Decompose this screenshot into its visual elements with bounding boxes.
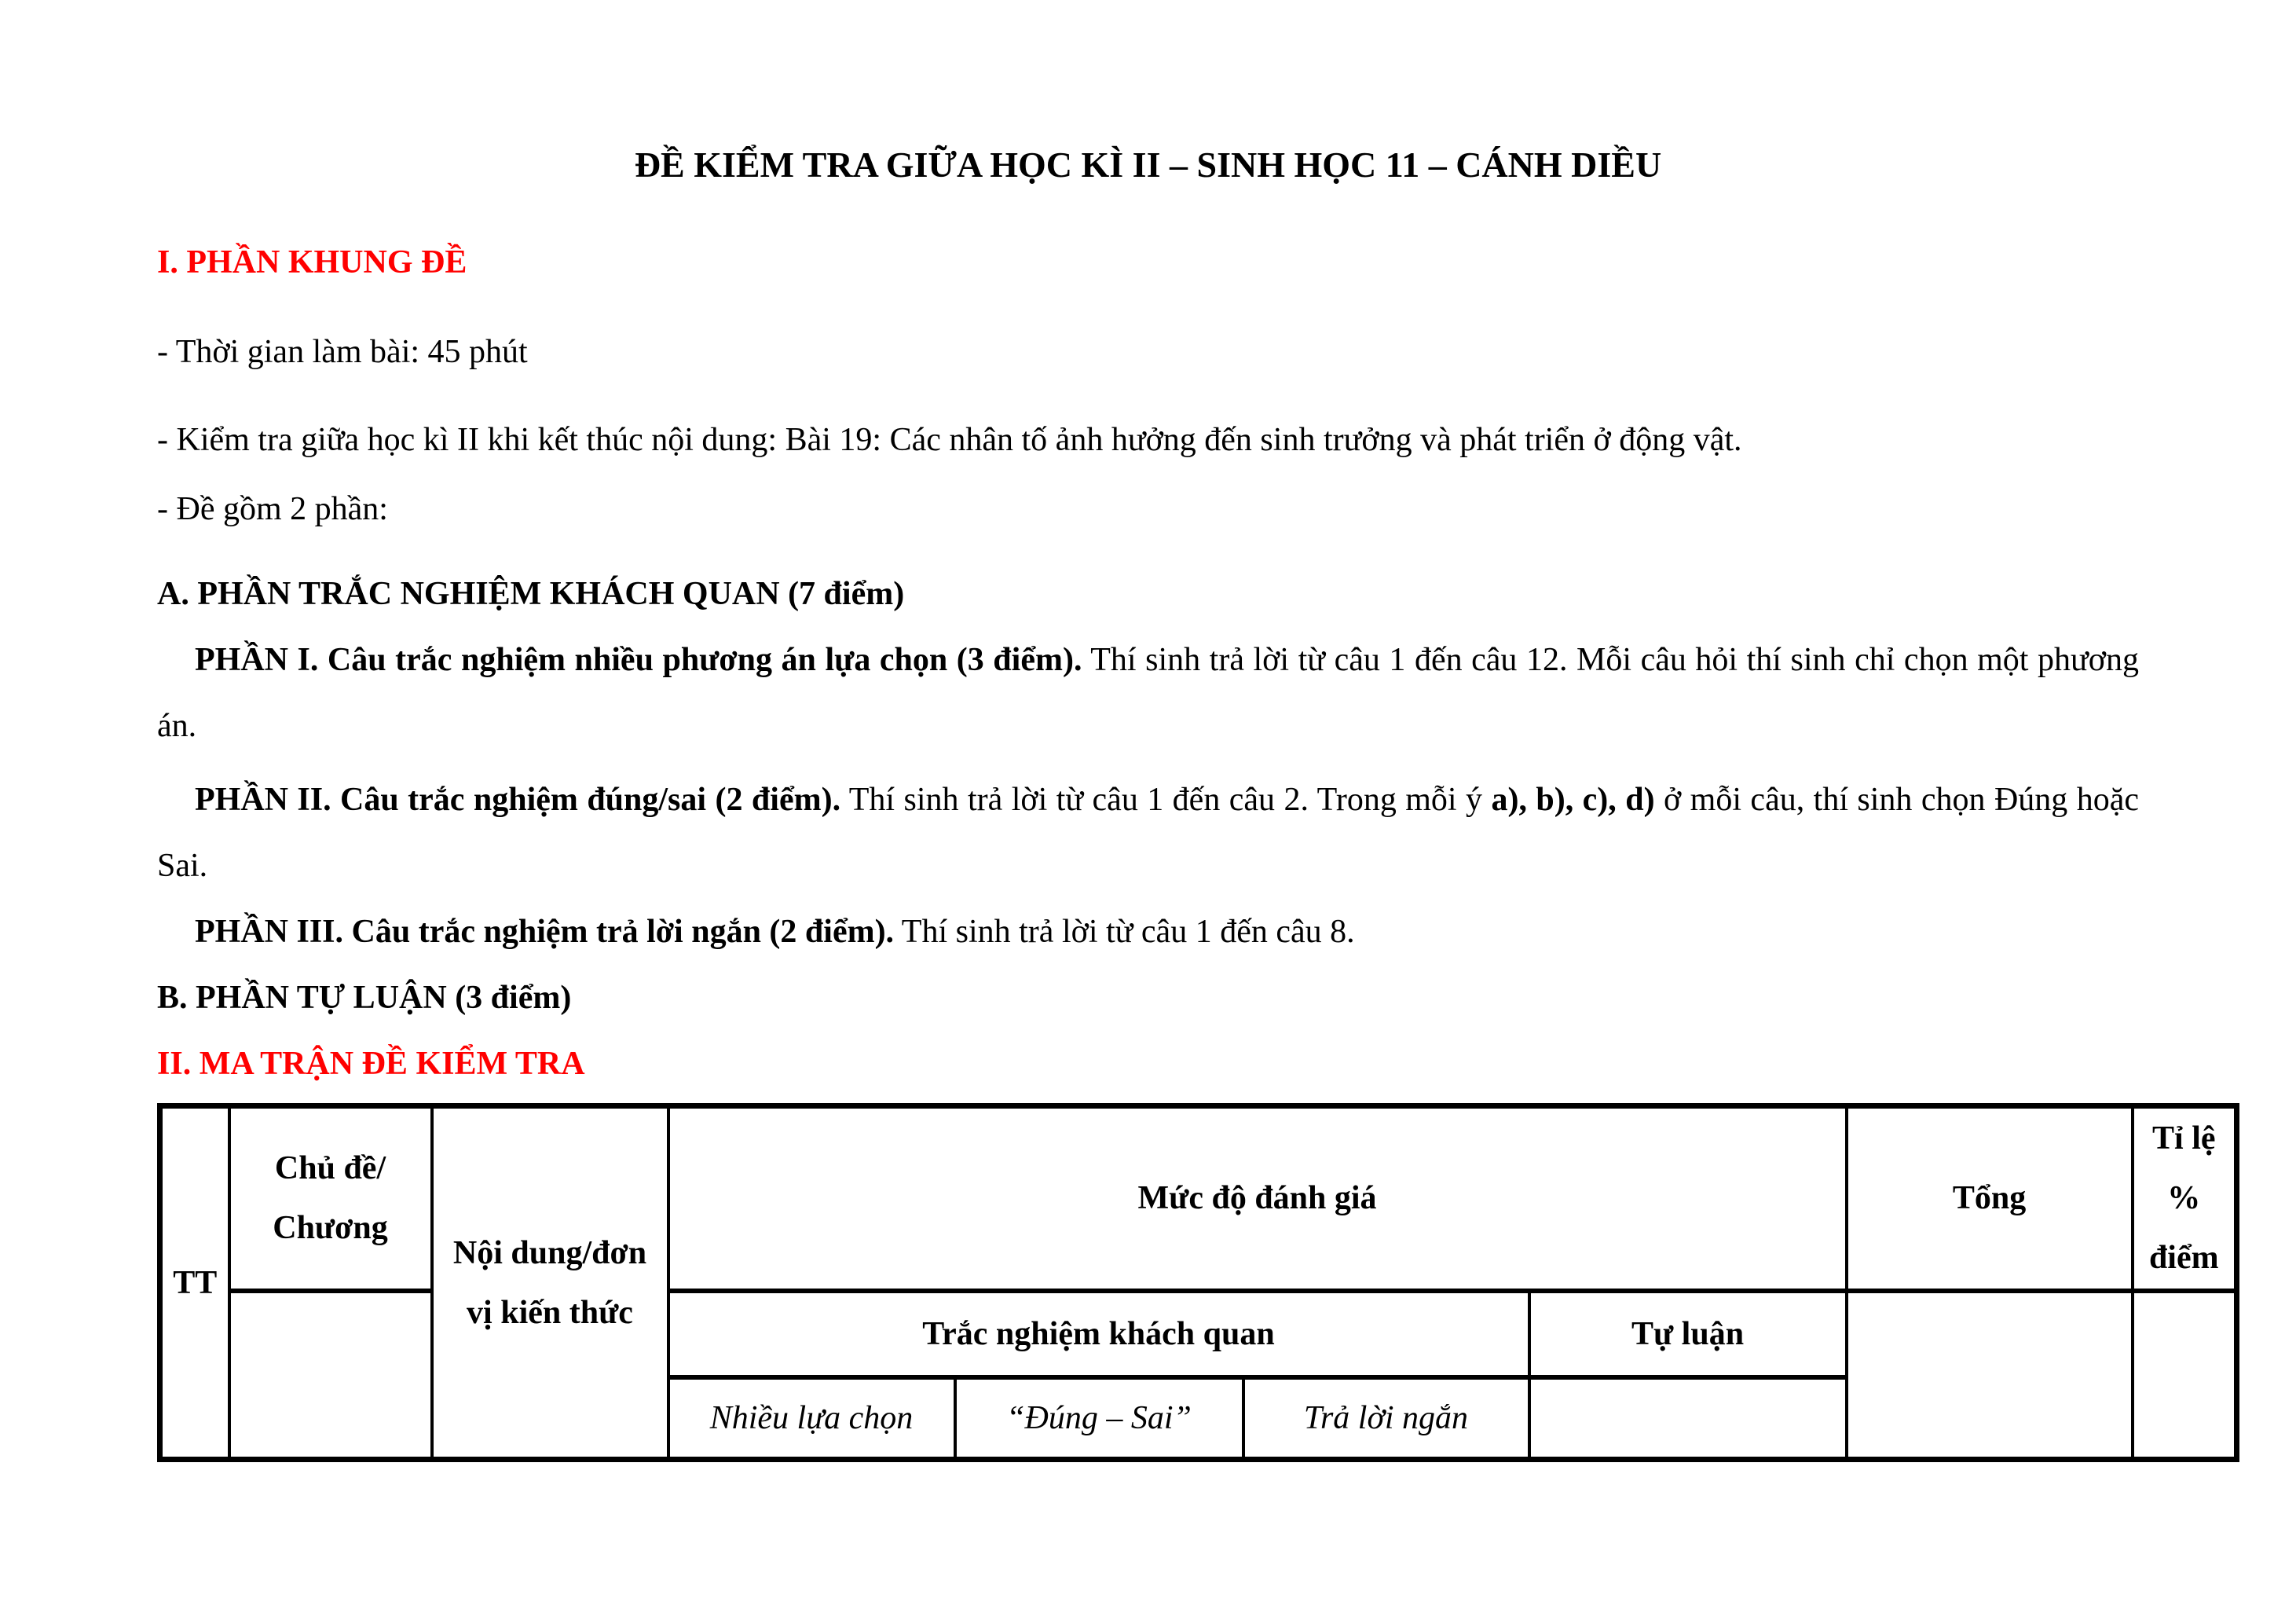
empty-cell-ti-le — [2133, 1291, 2237, 1460]
col-header-noi-dung — [432, 1106, 668, 1460]
chu-de-line-2: Chương — [273, 1210, 388, 1247]
col-header-dung-sai: “Đúng – Sai” — [955, 1377, 1243, 1460]
col-header-tra-loi-ngan: Trả lời ngắn — [1243, 1377, 1529, 1460]
para-phan-2 — [157, 767, 2139, 899]
section-heading-khung-de: I. PHẦN KHUNG ĐỀ — [157, 244, 467, 280]
chu-de-line-1: Chủ đề/ — [274, 1150, 386, 1187]
heading-ma-tran: II. MA TRẬN ĐỀ KIỂM TRA — [157, 1046, 585, 1082]
col-header-chu-de — [229, 1106, 432, 1291]
heading-part-a: A. PHẦN TRẮC NGHIỆM KHÁCH QUAN (7 điểm) — [157, 576, 905, 612]
empty-cell-tu-luan — [1529, 1377, 1847, 1460]
phan-1-label: PHẦN I. Câu trắc nghiệm nhiều phương án lựa chọn (3 điểm). — [195, 642, 1082, 678]
ti-le-line-3: điểm — [2148, 1240, 2219, 1277]
phan-1-text: Thí sinh trả lời từ câu 1 đến câu 12. Mỗi câu hỏi thí sinh chỉ chọn một phương án. — [157, 642, 2139, 744]
para-phan-3 — [157, 899, 2139, 965]
col-header-tong: Tổng — [1847, 1106, 2133, 1291]
para-phan-1 — [157, 627, 2139, 759]
ti-le-line-1: Tỉ lệ — [2152, 1120, 2216, 1157]
para-kiem-tra: - Kiểm tra giữa học kì II khi kết thúc nội dung: Bài 19: Các nhân tố ảnh hưởng đến sinh trưởng và phát triển ở động vật. — [157, 422, 1742, 458]
noi-dung-line-1: Nội dung/đơn — [452, 1234, 647, 1271]
phan-3-text: Thí sinh trả lời từ câu 1 đến câu 8. — [894, 914, 1355, 950]
phan-2-text-b: ở mỗi câu, thí sinh chọn Đúng hoặc Sai. — [157, 782, 2139, 884]
col-header-nhieu-lua-chon: Nhiều lựa chọn — [668, 1377, 955, 1460]
phan-3-label: PHẦN III. Câu trắc nghiệm trả lời ngắn (2 điểm). — [195, 914, 895, 950]
heading-part-b: B. PHẦN TỰ LUẬN (3 điểm) — [157, 980, 572, 1016]
empty-cell-chu-de — [229, 1291, 432, 1460]
page-title: ĐỀ KIỂM TRA GIỮA HỌC KÌ II – SINH HỌC 11 – CÁNH DIỀU — [634, 145, 1662, 185]
col-header-ti-le — [2133, 1106, 2237, 1291]
empty-cell-tong — [1847, 1291, 2133, 1460]
para-thoi-gian: - Thời gian làm bài: 45 phút — [157, 334, 528, 370]
col-header-tt: TT — [160, 1106, 229, 1460]
para-de-gom: - Đề gồm 2 phần: — [157, 491, 388, 527]
col-header-tnkq: Trắc nghiệm khách quan — [668, 1291, 1529, 1377]
ti-le-line-2: % — [2167, 1180, 2201, 1217]
col-header-tu-luan: Tự luận — [1529, 1291, 1847, 1377]
phan-2-options: a), b), c), d) — [1491, 782, 1655, 818]
matrix-table — [157, 1103, 2239, 1462]
col-header-muc-do: Mức độ đánh giá — [668, 1106, 1847, 1291]
noi-dung-line-2: vị kiến thức — [467, 1294, 633, 1331]
phan-2-text-a: Thí sinh trả lời từ câu 1 đến câu 2. Trong mỗi ý — [840, 782, 1492, 818]
phan-2-label: PHẦN II. Câu trắc nghiệm đúng/sai (2 điểm). — [195, 782, 841, 818]
